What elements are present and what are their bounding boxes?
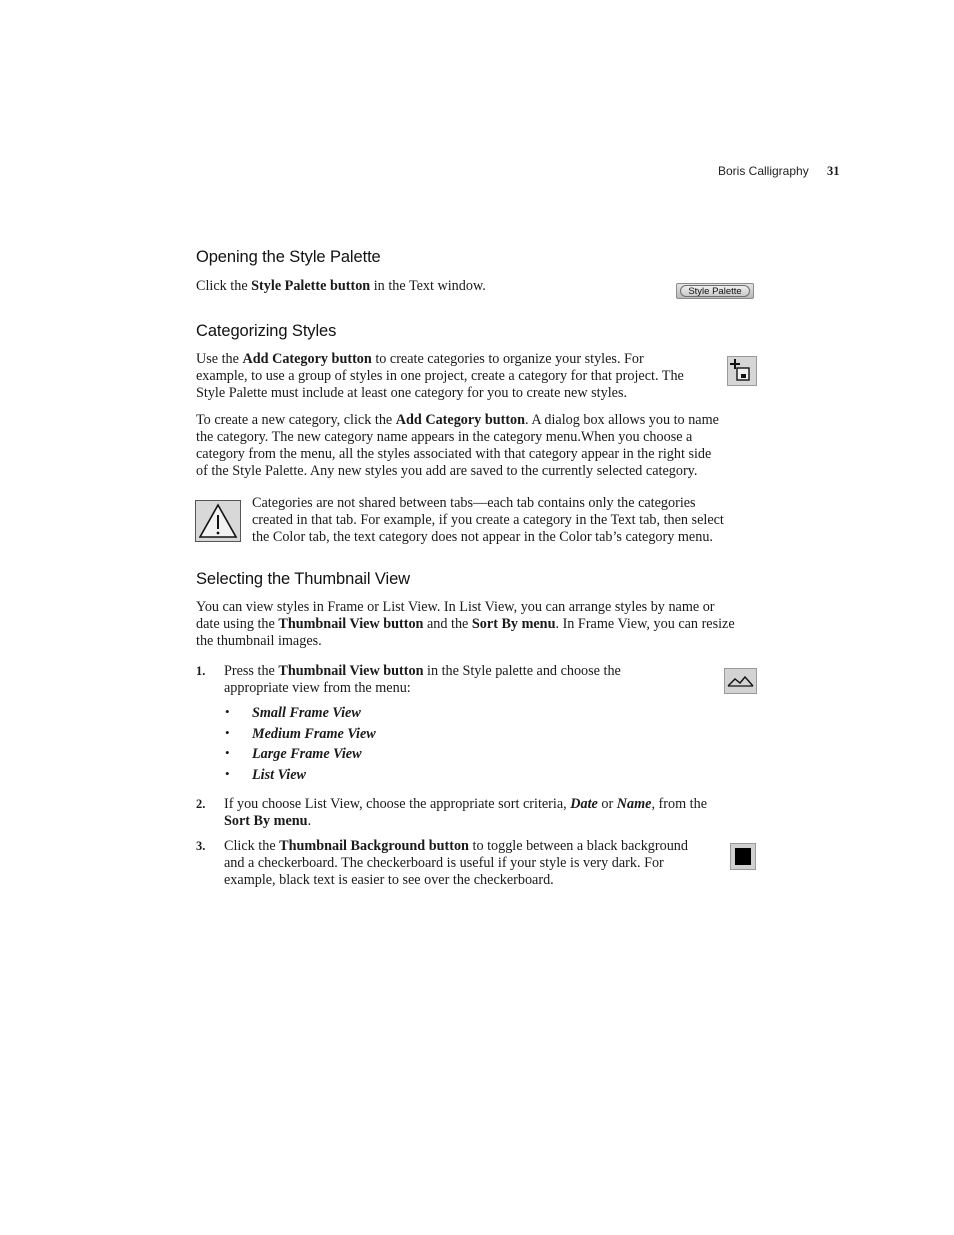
step-1-text: Press the Thumbnail View button in the Style palette and choose the appropriate view from the menu: <box>224 663 621 696</box>
categorizing-paragraph-2: To create a new category, click the Add Category button. A dialog box allows you to name the category. The new category name appears in the category menu.When you choose a category from the menu, all the styles associated with that category appear in the right side of the Style Palette. Any new styles you add are saved to the currently selected category. <box>196 412 719 479</box>
step-2-number: 2. <box>196 797 206 811</box>
running-title: Boris Calligraphy <box>718 164 809 178</box>
bullet-icon: • <box>225 745 230 760</box>
heading-selecting-thumbnail-view: Selecting the Thumbnail View <box>196 570 410 588</box>
step-2-text: If you choose List View, choose the appropriate sort criteria, Date or Name, from the Sort By menu. <box>224 796 707 829</box>
page-number: 31 <box>827 164 840 178</box>
categorizing-paragraph-1: Use the Add Category button to create categories to organize your styles. For example, to use a group of styles in one project, create a category for that project. The Style Palette must include at least one category for you to create new styles. <box>196 351 684 401</box>
warning-icon <box>195 500 241 542</box>
bullet-icon: • <box>225 704 230 719</box>
step-1-number: 1. <box>196 664 206 678</box>
style-palette-button-label: Style Palette <box>680 285 750 297</box>
thumbnail-intro: You can view styles in Frame or List View. In List View, you can arrange styles by name or date using the Thumbnail View button and the Sort By menu. In Frame View, you can resize the thumbnail images. <box>196 599 735 649</box>
categories-note: Categories are not shared between tabs—each tab contains only the categories created in that tab. For example, if you create a category in the Text tab, then select the Color tab, the text category does not appear in the Color tab’s category menu. <box>252 495 724 545</box>
thumbnail-background-icon <box>730 843 756 870</box>
heading-opening-style-palette: Opening the Style Palette <box>196 248 381 266</box>
step-3-number: 3. <box>196 839 206 853</box>
opening-instruction: Click the Style Palette button in the Text window. <box>196 278 486 294</box>
bullet-icon: • <box>225 765 230 781</box>
bullet-icon: • <box>225 724 230 740</box>
heading-categorizing-styles: Categorizing Styles <box>196 322 337 340</box>
thumbnail-view-icon <box>724 668 757 694</box>
add-category-icon <box>727 356 757 386</box>
style-palette-button <box>676 283 754 299</box>
step-3-text: Click the Thumbnail Background button to toggle between a black background and a checkerboard. The checkerboard is useful if your style is very dark. For example, black text is easier to see over the checkerboard. <box>224 838 688 888</box>
